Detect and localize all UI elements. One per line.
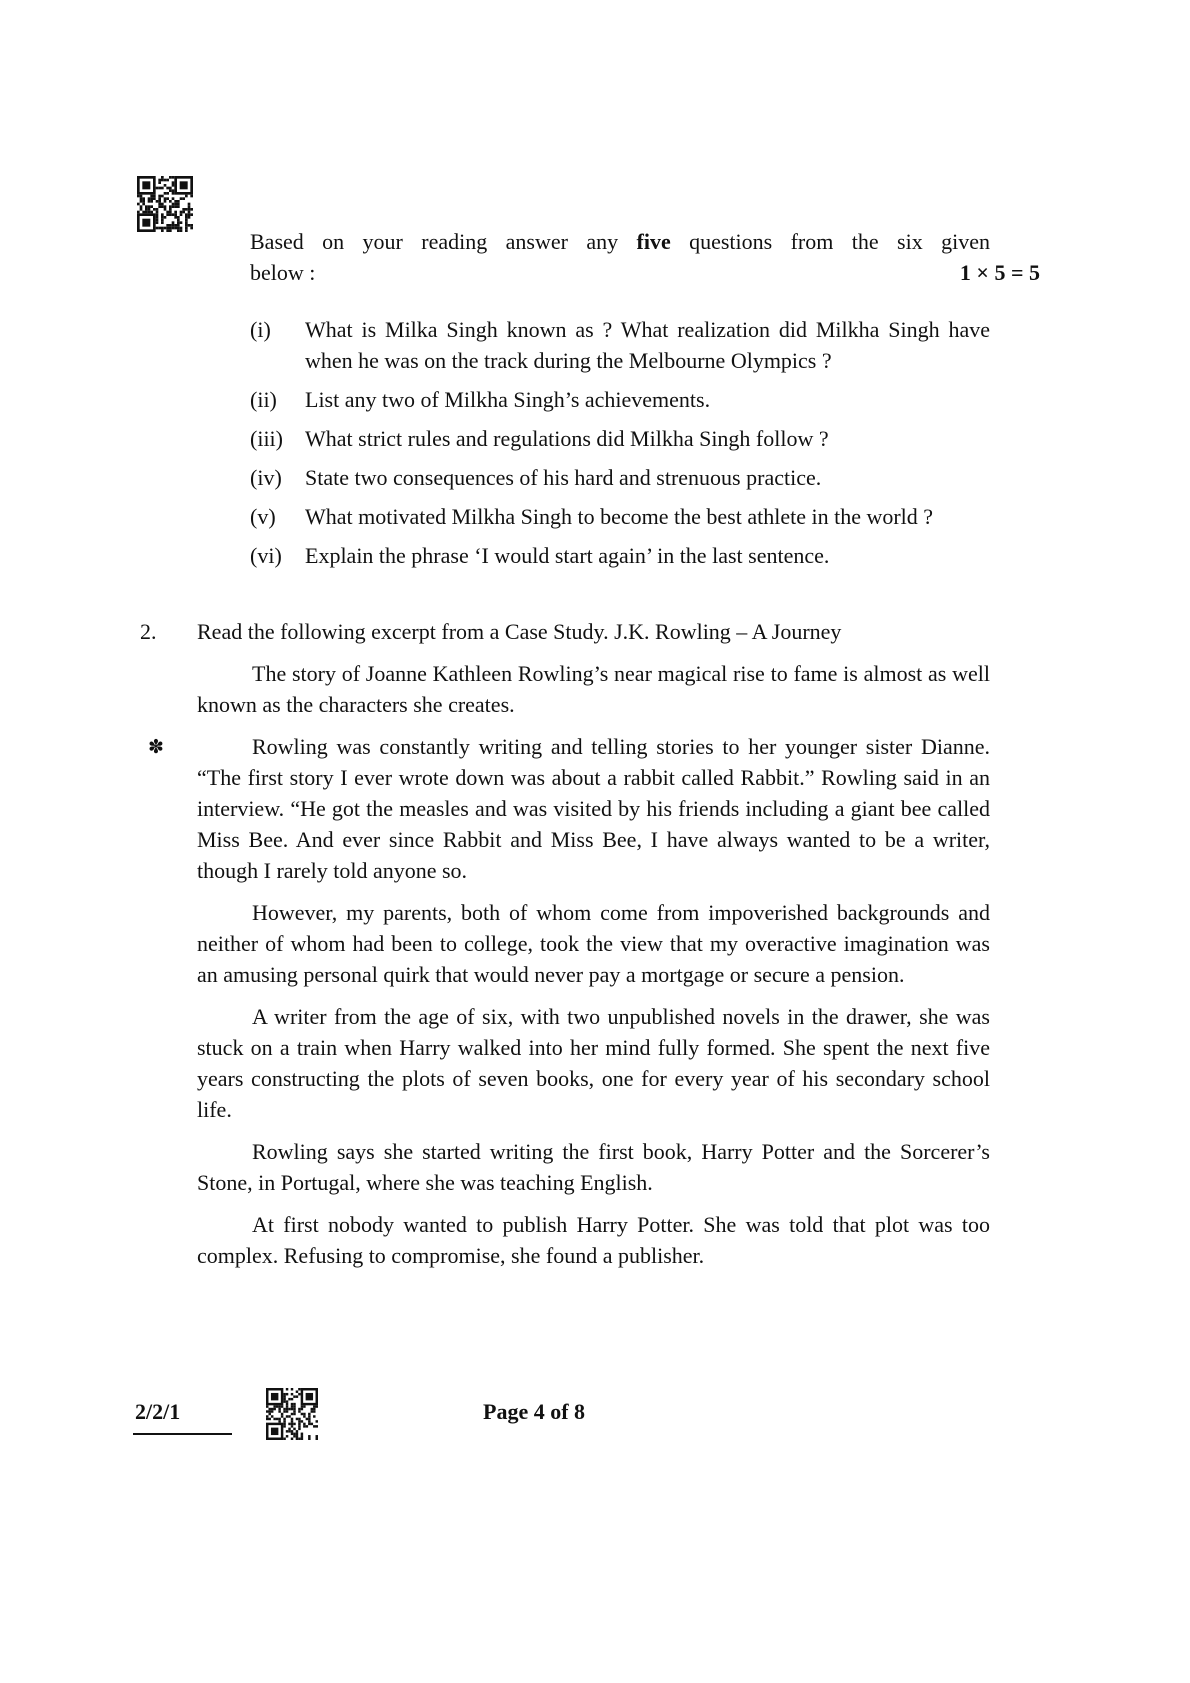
- instruction-block: [250, 226, 1040, 288]
- question-text: Explain the phrase ‘I would start again’ in the last sentence.: [305, 543, 830, 568]
- page-number-label: Page 4 of 8: [483, 1399, 586, 1424]
- question-item: [250, 384, 1040, 415]
- question-list: [250, 314, 1040, 571]
- instruction-below: below :: [250, 260, 316, 285]
- question-marker: (iii): [250, 426, 283, 451]
- section-number: 2.: [140, 619, 157, 644]
- question-text: What strict rules and regulations did Milkha Singh follow ?: [305, 426, 829, 451]
- question-item: [250, 462, 1040, 493]
- instruction-text: [250, 226, 990, 257]
- passage-paragraph: At first nobody wanted to publish Harry Potter. She was told that plot was too complex. Refusing to compromise, she found a publisher.: [197, 1212, 990, 1268]
- passage-paragraph: Rowling says she started writing the first book, Harry Potter and the Sorcerer’s Stone, in Portugal, where she was teaching English.: [197, 1139, 990, 1195]
- question-marker: (vi): [250, 543, 282, 568]
- question-marker: (ii): [250, 387, 277, 412]
- question-marker: (iv): [250, 465, 282, 490]
- question-text: List any two of Milkha Singh’s achievements.: [305, 387, 711, 412]
- section-2: [140, 616, 1040, 1271]
- question-item: [250, 540, 1040, 571]
- question-item: [250, 423, 1040, 454]
- question-text: What is Milka Singh known as ? What realization did Milkha Singh have when he was on the track during the Melbourne Olympics ?: [305, 317, 990, 373]
- question-item: [250, 501, 1040, 532]
- passage-paragraph: A writer from the age of six, with two unpublished novels in the drawer, she was stuck on a train when Harry walked into her mind fully formed. She spent the next five years constructing the plots of seven books, one for every year of his secondary school life.: [197, 1004, 990, 1122]
- section-heading: Read the following excerpt from a Case Study. J.K. Rowling – A Journey: [197, 619, 842, 644]
- passage-paragraph: [148, 731, 990, 886]
- instruction-bold-word: five: [636, 229, 671, 254]
- instruction-pre: Based on your reading answer any: [250, 229, 637, 254]
- question-text: State two consequences of his hard and strenuous practice.: [305, 465, 822, 490]
- paper-code-underline: [133, 1433, 232, 1435]
- marks-scheme: 1 × 5 = 5: [959, 260, 1040, 285]
- asterisk-marker-icon: ✽: [148, 736, 164, 758]
- section-2-heading-row: [140, 616, 1040, 647]
- paragraph-text: Rowling was constantly writing and telling stories to her younger sister Dianne. “The first story I ever wrote down was about a rabbit called Rabbit.” Rowling said in an interview. “He got the measles and was visited by his friends including a giant bee called Miss Bee. And ever since Rabbit and Miss Bee, I have always wanted to be a writer, though I rarely told anyone so.: [197, 734, 990, 883]
- qr-code-icon: [266, 1388, 318, 1440]
- page-body: [140, 226, 1040, 1271]
- instruction-line2: [250, 257, 1040, 288]
- paper-code: 2/2/1: [135, 1399, 181, 1424]
- passage-paragraph: The story of Joanne Kathleen Rowling’s near magical rise to fame is almost as well known as the characters she creates.: [197, 661, 990, 717]
- question-marker: (v): [250, 504, 276, 529]
- question-marker: (i): [250, 317, 271, 342]
- question-text: What motivated Milkha Singh to become the best athlete in the world ?: [305, 504, 934, 529]
- question-item: [250, 314, 1040, 376]
- passage-paragraph: However, my parents, both of whom come from impoverished backgrounds and neither of whom had been to college, took the view that my overactive imagination was an amusing personal quirk that would never pay a mortgage or secure a pension.: [197, 900, 990, 987]
- instruction-post: questions from the six given: [670, 229, 990, 254]
- qr-code-icon: [137, 176, 193, 232]
